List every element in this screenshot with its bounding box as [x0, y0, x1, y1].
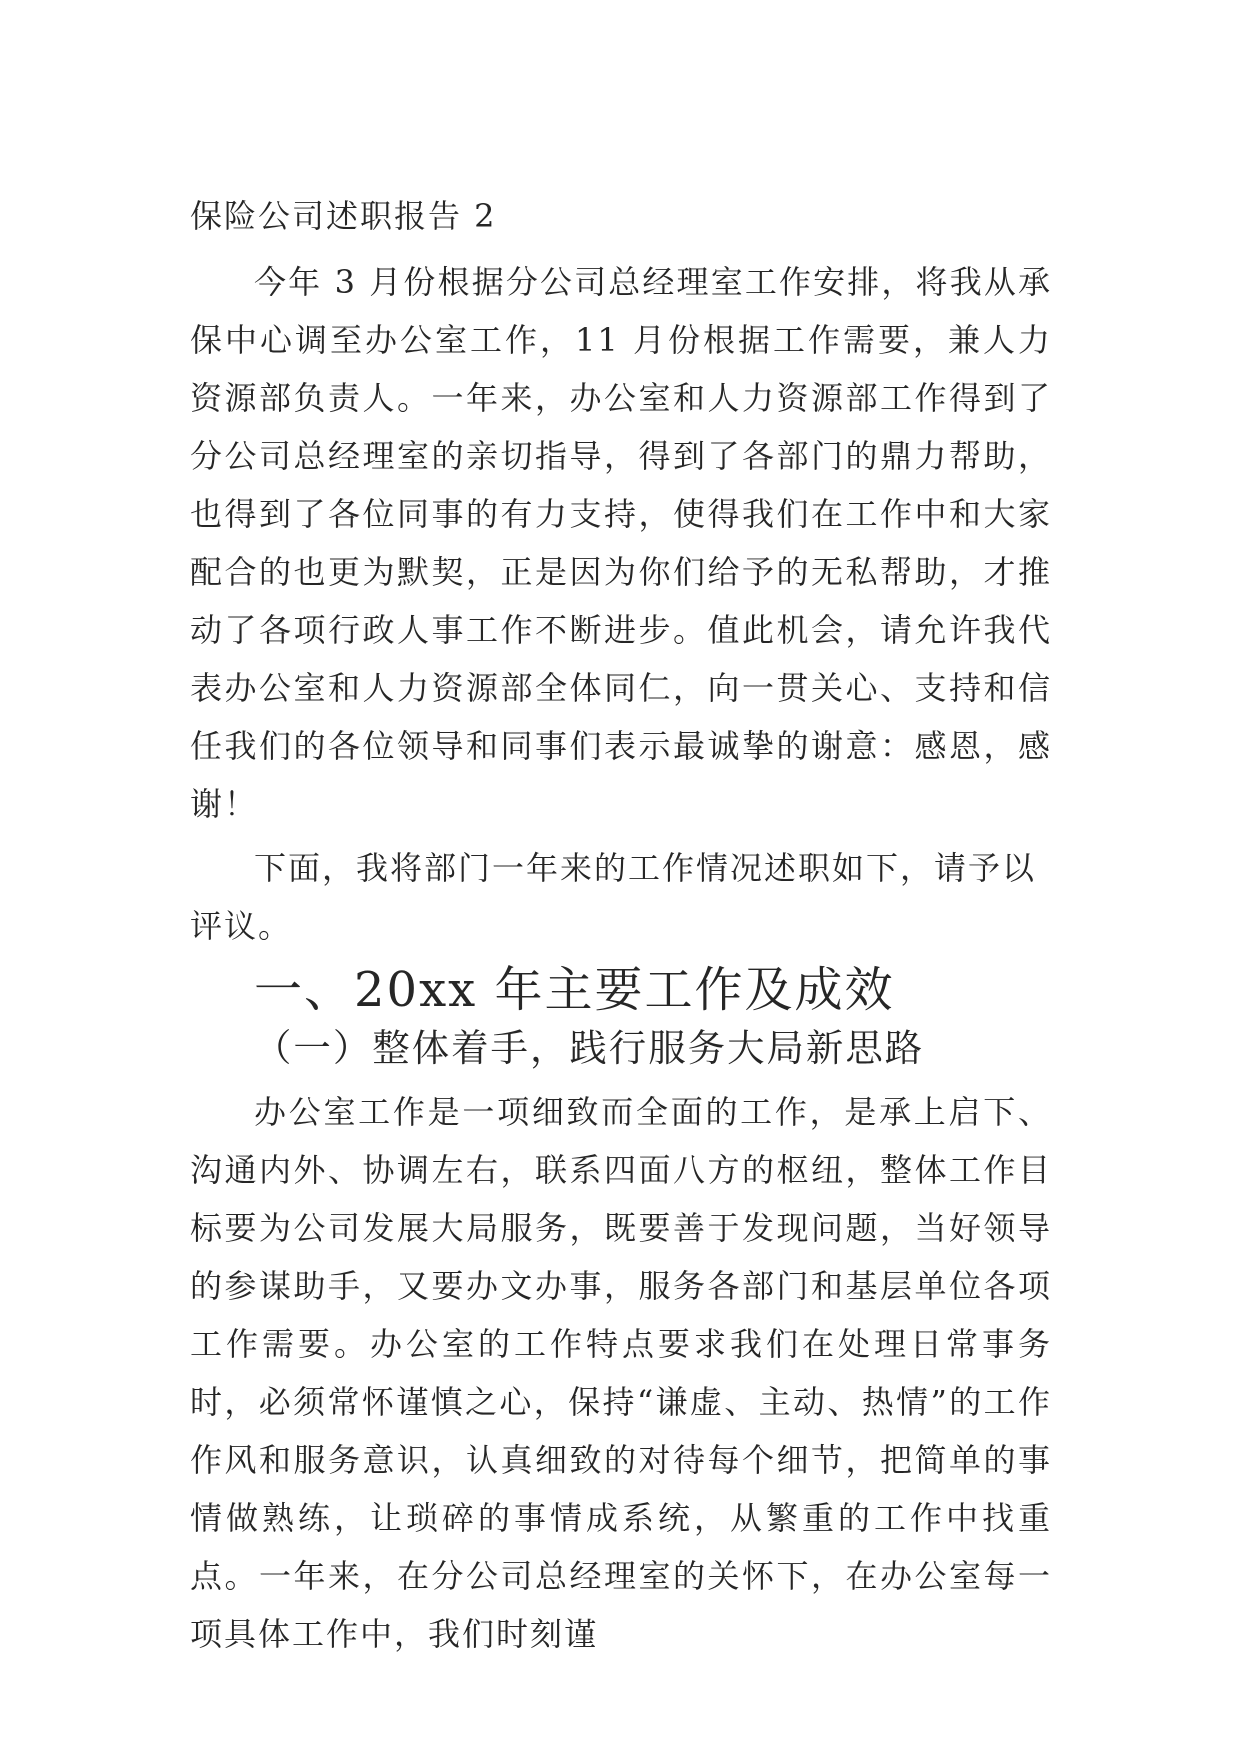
document-title: 保险公司述职报告 2 [190, 197, 497, 235]
paragraph-intro: 今年 3 月份根据分公司总经理室工作安排，将我从承保中心调至办公室工作，11 月份根据工作需要，兼人力资源部负责人。一年来，办公室和人力资源部工作得到了分公司总经理室的亲切指导，得到了各部门的鼎力帮助，也得到了各位同事的有力支持，使得我们在工作中和大家配合的也更为默契，正是因为你们给予的无私帮助，才推动了各项行政人事工作不断进步。值此机会，请允许我代表办公室和人力资源部全体同仁，向一贯关心、支持和信任我们的各位领导和同事们表示最诚挚的谢意：感恩，感谢！ [190, 263, 1052, 823]
subsection-heading: （一）整体着手，践行服务大局新思路 [254, 1026, 925, 1070]
section-heading: 一、20xx 年主要工作及成效 [254, 962, 895, 1018]
document-body [190, 187, 1052, 1663]
paragraph-body: 办公室工作是一项细致而全面的工作，是承上启下、沟通内外、协调左右，联系四面八方的枢纽，整体工作目标要为公司发展大局服务，既要善于发现问题，当好领导的参谋助手，又要办文办事，服务各部门和基层单位各项工作需要。办公室的工作特点要求我们在处理日常事务时，必须常怀谨慎之心，保持“谦虚、主动、热情”的工作作风和服务意识，认真细致的对待每个细节，把简单的事情做熟练，让琐碎的事情成系统，从繁重的工作中找重点。一年来，在分公司总经理室的关怀下，在办公室每一项具体工作中，我们时刻谨 [190, 1093, 1052, 1653]
paragraph-transition: 下面，我将部门一年来的工作情况述职如下，请予以评议。 [190, 849, 1037, 945]
